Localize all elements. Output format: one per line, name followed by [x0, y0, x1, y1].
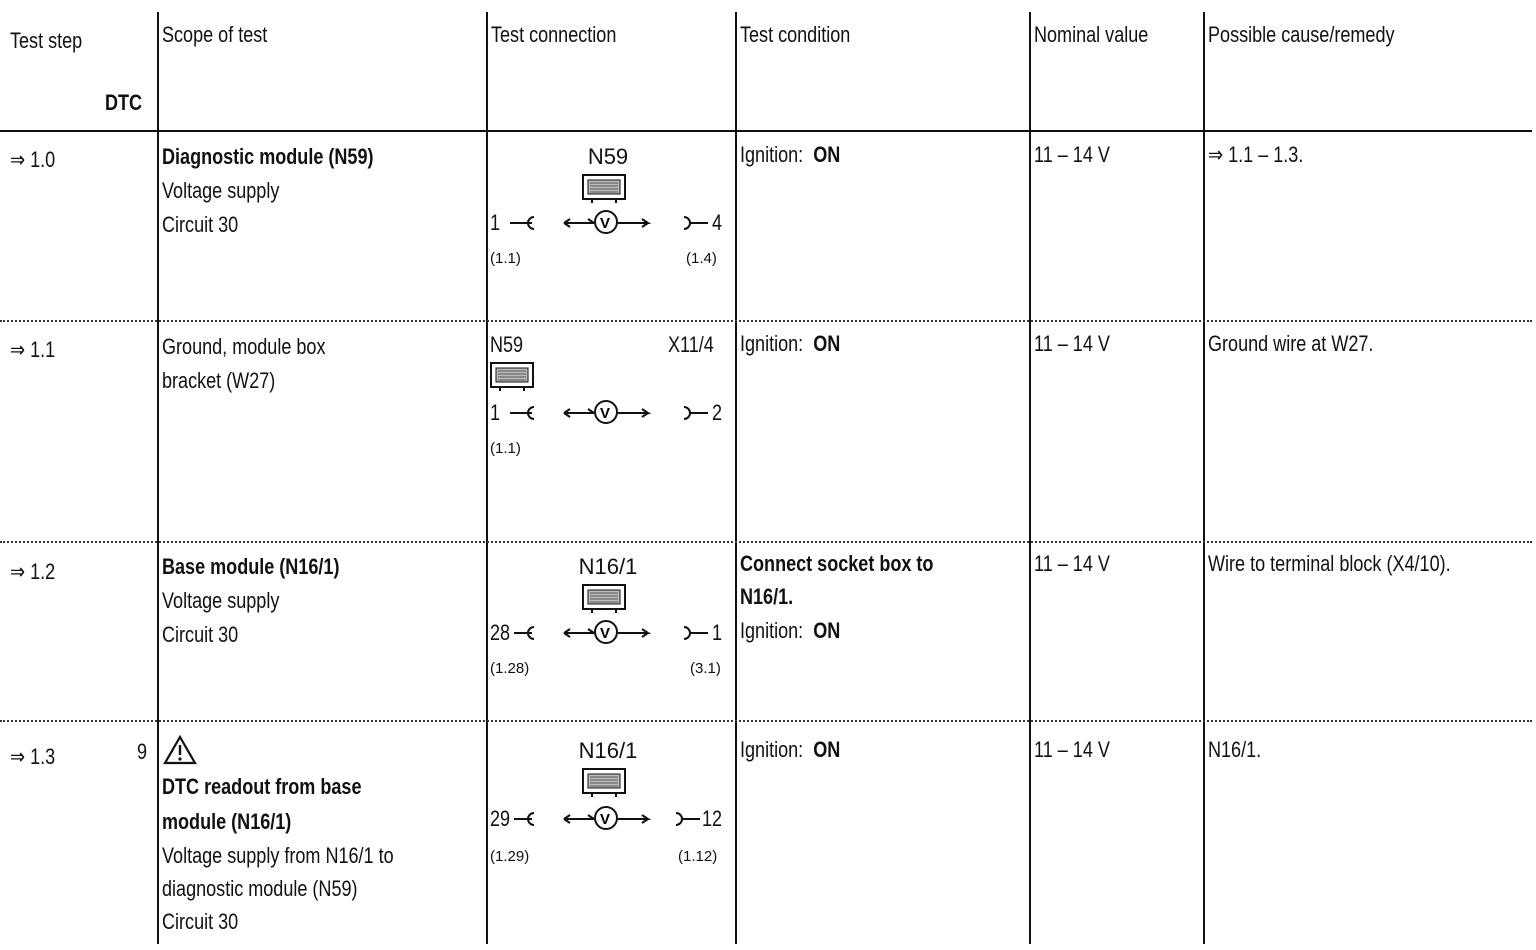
left-ref: (1.29) — [490, 848, 530, 865]
right-ref: (1.4) — [686, 250, 717, 267]
module-label: N59 — [490, 332, 524, 357]
module-label: N59 — [587, 144, 629, 169]
right-pin: 4 — [712, 210, 723, 235]
scope-title: Base module (N16/1) — [162, 554, 340, 579]
remedy: ⇒ 1.1 – 1.3. — [1208, 142, 1304, 167]
left-pin: 29 — [490, 806, 511, 831]
header-test-step: Test step — [10, 28, 83, 53]
right-pin: 12 — [702, 806, 723, 831]
header-remedy: Possible cause/remedy — [1208, 22, 1395, 47]
row-divider — [0, 720, 1532, 722]
nominal-value: 11 – 14 V — [1034, 551, 1110, 576]
voltmeter-icon — [506, 398, 716, 426]
header-dtc: DTC — [105, 90, 143, 115]
nominal-value: 11 – 14 V — [1034, 737, 1110, 762]
scope-title: Diagnostic module (N59) — [162, 144, 374, 169]
module-label: N16/1 — [578, 554, 638, 579]
scope-line: Voltage supply — [162, 588, 280, 613]
remedy: Ground wire at W27. — [1208, 331, 1374, 356]
header-rule — [0, 130, 1532, 132]
header-connection: Test connection — [491, 22, 617, 47]
left-pin: 1 — [490, 400, 501, 425]
warning-triangle-icon — [162, 734, 198, 766]
left-pin: 28 — [490, 620, 511, 645]
scope-title: module (N16/1) — [162, 809, 292, 834]
test-connection-diagram — [488, 736, 728, 876]
dtc-code: 9 — [137, 739, 148, 764]
voltmeter-icon — [514, 618, 724, 646]
right-pin: 1 — [712, 620, 723, 645]
scope-line: Ground, module box — [162, 334, 326, 359]
left-pin: 1 — [490, 210, 501, 235]
row-step: ⇒ 1.3 — [10, 744, 56, 769]
nominal-value: 11 – 14 V — [1034, 142, 1110, 167]
column-divider — [1203, 12, 1205, 944]
left-ref: (1.1) — [490, 250, 521, 267]
socket-box-icon — [580, 766, 630, 798]
row-divider — [0, 541, 1532, 543]
svg-text:V: V — [600, 625, 611, 642]
nominal-value: 11 – 14 V — [1034, 331, 1110, 356]
header-condition: Test condition — [740, 22, 851, 47]
scope-line: Voltage supply — [162, 178, 280, 203]
right-pin: 2 — [712, 400, 723, 425]
row-divider — [0, 320, 1532, 322]
remedy: Wire to terminal block (X4/10). — [1208, 551, 1451, 576]
row-step: ⇒ 1.2 — [10, 559, 56, 584]
right-ref: (3.1) — [690, 660, 721, 677]
test-connection-diagram — [488, 142, 728, 282]
condition: Ignition: ON — [740, 618, 841, 643]
svg-text:V: V — [600, 405, 611, 422]
header-nominal: Nominal value — [1034, 22, 1149, 47]
remedy: N16/1. — [1208, 737, 1262, 762]
scope-line: Circuit 30 — [162, 622, 239, 647]
socket-box-icon — [488, 360, 538, 392]
condition: Ignition: ON — [740, 331, 841, 356]
scope-line: Circuit 30 — [162, 212, 239, 237]
condition-instruction: N16/1. — [740, 584, 794, 609]
scope-title: DTC readout from base — [162, 774, 362, 799]
voltmeter-icon — [506, 208, 716, 236]
svg-text:V: V — [600, 811, 611, 828]
test-connection-diagram — [488, 332, 728, 472]
svg-text:V: V — [600, 215, 611, 232]
right-ref: (1.12) — [678, 848, 718, 865]
header-scope: Scope of test — [162, 22, 268, 47]
condition-instruction: Connect socket box to — [740, 551, 934, 576]
left-ref: (1.28) — [490, 660, 530, 677]
left-ref: (1.1) — [490, 440, 521, 457]
row-step: ⇒ 1.0 — [10, 147, 56, 172]
module-label: N16/1 — [578, 738, 638, 763]
condition: Ignition: ON — [740, 142, 841, 167]
row-step: ⇒ 1.1 — [10, 337, 56, 362]
column-divider — [1029, 12, 1031, 944]
column-divider — [735, 12, 737, 944]
test-connection-diagram — [488, 552, 728, 692]
socket-box-icon — [580, 582, 630, 614]
column-divider — [157, 12, 159, 944]
socket-box-icon — [580, 172, 630, 204]
scope-line: bracket (W27) — [162, 368, 276, 393]
module-label-2: X11/4 — [668, 332, 714, 357]
condition: Ignition: ON — [740, 737, 841, 762]
scope-line: diagnostic module (N59) — [162, 876, 358, 901]
scope-line: Circuit 30 — [162, 909, 239, 934]
scope-line: Voltage supply from N16/1 to — [162, 843, 394, 868]
voltmeter-icon — [514, 804, 724, 832]
